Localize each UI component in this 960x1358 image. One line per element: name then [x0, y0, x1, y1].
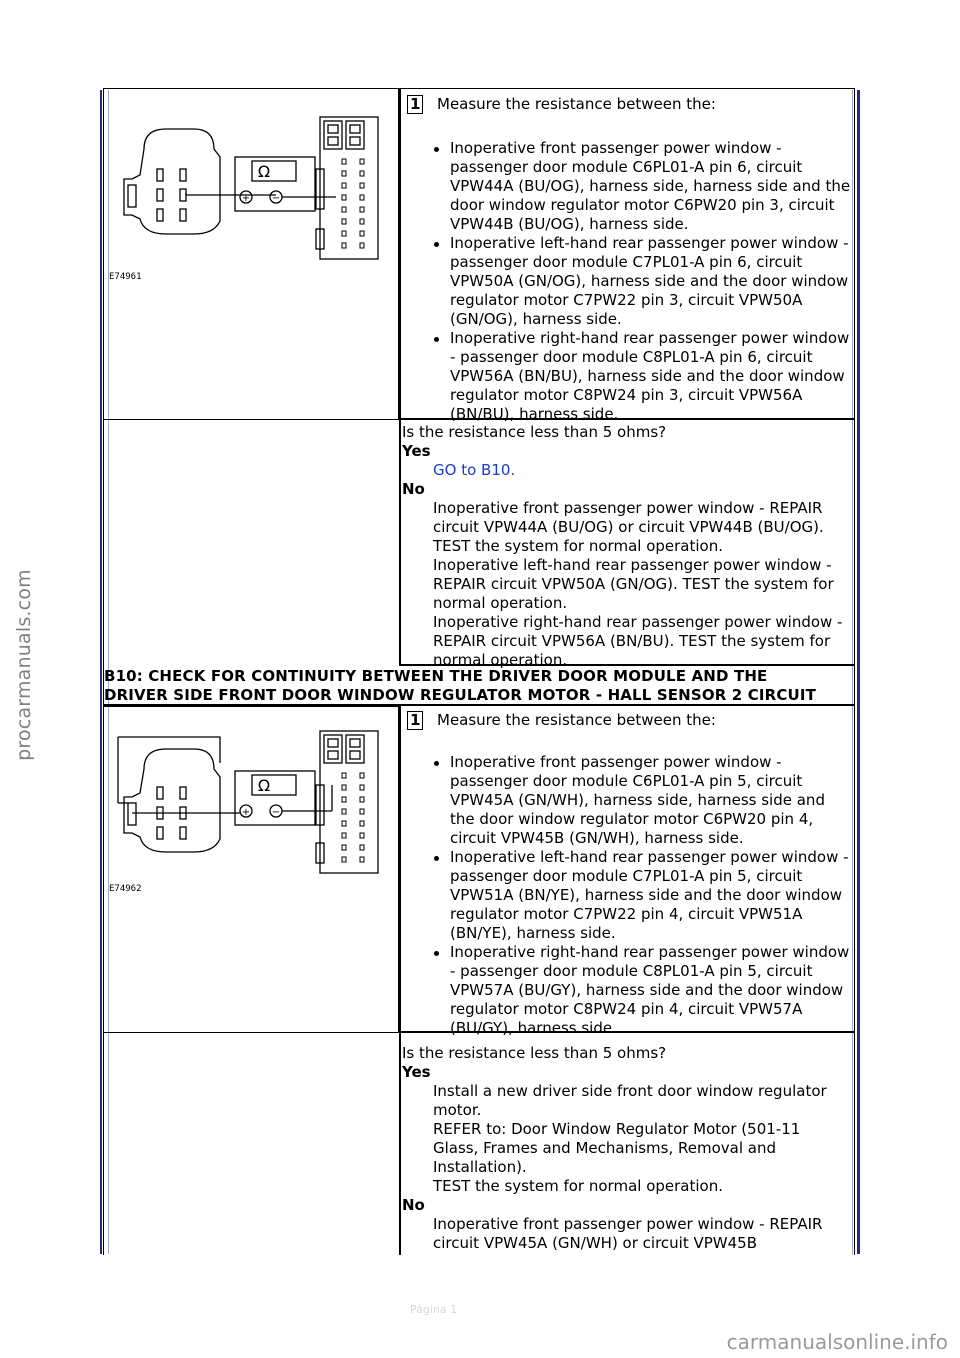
left-margin-rule — [100, 90, 102, 1254]
svg-text:−: − — [271, 193, 281, 204]
svg-text:Ω: Ω — [257, 776, 271, 795]
bottom-watermark: carmanualsonline.info — [726, 1330, 948, 1354]
wiring-diagram-2 — [104, 707, 400, 1034]
figure-id-1: E74961 — [109, 272, 142, 282]
question-cell-2 — [399, 1033, 855, 1255]
yes-label-2: Yes — [402, 1063, 431, 1081]
step-number-2: 1 — [407, 711, 423, 730]
goto-b10-link[interactable]: GO to B10. — [433, 461, 516, 479]
list-item: Inoperative front passenger power window - passenger door module C6PL01-A pin 6, circuit VPW44A (BU/OG), harness side, harness side and the door window regulator motor C6PW20 pin 3, circuit VPW44B (BU/OG), harness side. — [432, 139, 852, 234]
svg-text:+: + — [241, 807, 251, 818]
b10-heading-line1: B10: CHECK FOR CONTINUITY BETWEEN THE DRIVER DOOR MODULE AND THE — [104, 667, 768, 685]
no-label-1: No — [402, 480, 425, 498]
bullet-list-1 — [432, 139, 852, 424]
no-action-2: Inoperative front passenger power window - REPAIR circuit VPW45A (GN/WH) or circuit VPW45B — [433, 1215, 823, 1252]
yes-action-2a: Install a new driver side front door window regulator motor. — [433, 1082, 827, 1119]
no-action-1b: Inoperative left-hand rear passenger power window - REPAIR circuit VPW50A (GN/OG). TEST the system for normal operation. — [433, 556, 834, 612]
list-item: Inoperative right-hand rear passenger power window - passenger door module C8PL01-A pin 5, circuit VPW57A (BU/GY), harness side and the door window regulator motor C8PW24 pin 4, circuit VPW57A (BU/GY), harness side. — [432, 943, 852, 1038]
instruction-cell-1 — [399, 88, 855, 423]
list-item: Inoperative left-hand rear passenger power window - passenger door module C7PL01-A pin 5, circuit VPW51A (BN/YE), harness side and the door window regulator motor C7PW22 pin 4, circuit VPW51A (BN/YE), harness side. — [432, 848, 852, 943]
side-watermark: procarmanuals.com — [13, 569, 35, 761]
no-label-2: No — [402, 1196, 425, 1214]
svg-text:+: + — [241, 193, 251, 204]
page-number: Página 1 — [410, 1303, 458, 1316]
blank-cell-2 — [103, 1033, 399, 1255]
b10-heading-line2: DRIVER SIDE FRONT DOOR WINDOW REGULATOR MOTOR - HALL SENSOR 2 CIRCUIT — [104, 686, 816, 704]
step-number-1: 1 — [407, 95, 423, 114]
list-item: Inoperative right-hand rear passenger power window - passenger door module C8PL01-A pin 6, circuit VPW56A (BN/BU), harness side and the door window regulator motor C8PW24 pin 3, circuit VPW56A (BN/BU), harness side. — [432, 329, 852, 424]
yes-label-1: Yes — [402, 442, 431, 460]
measure-intro-2: Measure the resistance between the: — [437, 711, 716, 729]
svg-text:−: − — [271, 807, 281, 818]
no-action-1a: Inoperative front passenger power window - REPAIR circuit VPW44A (BU/OG) or circuit VPW44B (BU/OG). TEST the system for normal operation. — [433, 499, 824, 555]
figure-id-2: E74962 — [109, 884, 142, 894]
wiring-diagram-1 — [104, 89, 400, 421]
question-cell-1 — [399, 420, 855, 669]
question-text-2: Is the resistance less than 5 ohms? — [402, 1044, 667, 1062]
instruction-cell-2 — [399, 706, 855, 1037]
blank-cell-1 — [103, 420, 399, 666]
figure-cell-1 — [103, 88, 399, 420]
right-margin-rule — [857, 90, 860, 1254]
bullet-list-2 — [432, 753, 852, 1038]
svg-text:Ω: Ω — [257, 162, 271, 181]
yes-action-2b: REFER to: Door Window Regulator Motor (501-11 Glass, Frames and Mechanisms, Removal and Installation). — [433, 1120, 801, 1176]
list-item: Inoperative front passenger power window - passenger door module C6PL01-A pin 5, circuit VPW45A (GN/WH), harness side, harness side and the door window regulator motor C6PW20 pin 4, circuit VPW45B (GN/WH), harness side. — [432, 753, 852, 848]
list-item: Inoperative left-hand rear passenger power window - passenger door module C7PL01-A pin 6, circuit VPW50A (GN/OG), harness side and the door window regulator motor C7PW22 pin 3, circuit VPW50A (GN/OG), harness side. — [432, 234, 852, 329]
no-action-1c: Inoperative right-hand rear passenger power window - REPAIR circuit VPW56A (BN/BU). TEST the system for normal operation. — [433, 613, 843, 669]
yes-action-2c: TEST the system for normal operation. — [433, 1177, 723, 1195]
b10-heading-cell — [103, 666, 855, 706]
measure-intro-1: Measure the resistance between the: — [437, 95, 716, 113]
question-text-1: Is the resistance less than 5 ohms? — [402, 423, 667, 441]
figure-cell-2 — [103, 706, 399, 1033]
